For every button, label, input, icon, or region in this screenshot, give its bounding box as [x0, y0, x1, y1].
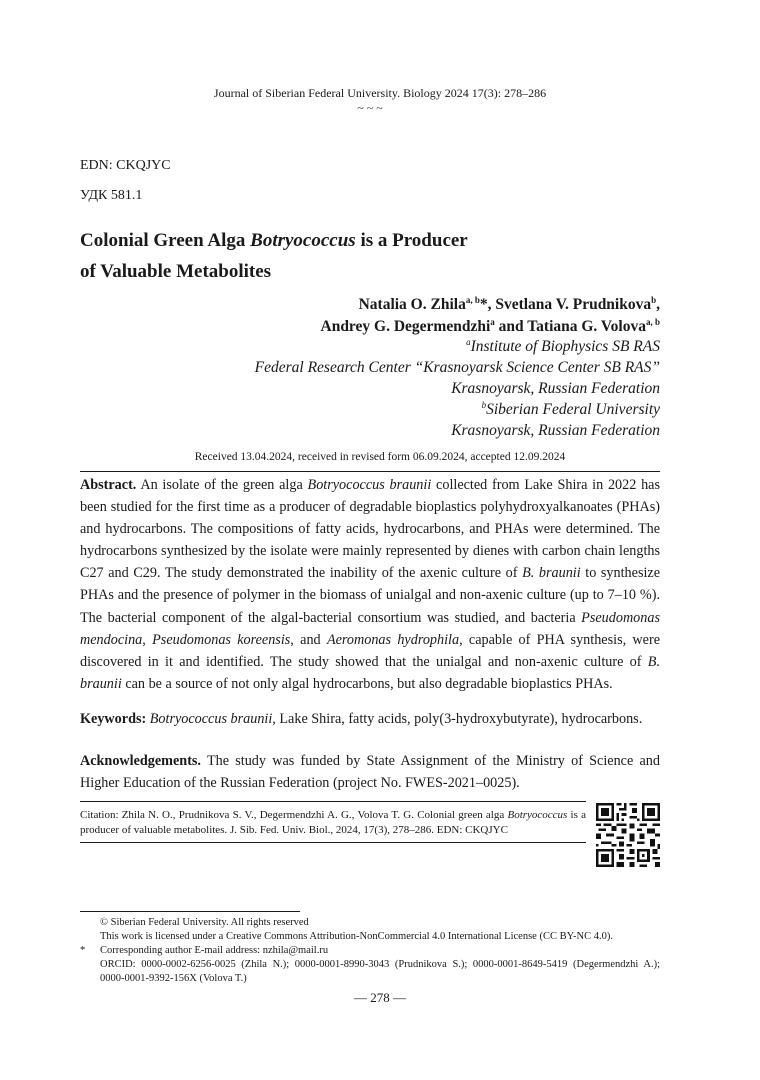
- abstract-italic-3: Pseudomonas mendocina: [80, 609, 660, 648]
- affiliations: [40, 336, 660, 441]
- keywords-italic: Botryococcus braunii: [149, 711, 273, 727]
- author-2-affil: b: [651, 294, 657, 305]
- affil-a-name: Institute of Biophysics SB RAS: [470, 338, 660, 355]
- abstract-text-1: An isolate of the green alga: [136, 477, 308, 493]
- abstract-top-rule: [80, 471, 660, 472]
- author-1-affil: a, b: [465, 294, 480, 305]
- author-3-affil: a: [490, 316, 495, 327]
- abstract-italic-6: B. braunii: [80, 653, 660, 692]
- footnote-orcid: ORCID: 0000-0002-6256-0025 (Zhila N.); 0000-0001-8990-3043 (Prudnikova S.); 0000-0001-8649-5419 (Degermendzhi A.); 0000-0001-9392-156X (Volova T.): [100, 959, 660, 984]
- received-dates: Received 13.04.2024, received in revised form 06.09.2024, accepted 12.09.2024: [194, 451, 566, 463]
- author-list: [40, 294, 660, 338]
- abstract-italic-4: Pseudomonas koreensis: [152, 631, 291, 648]
- udk-code: УДК 581.1: [80, 188, 143, 203]
- author-1-mark: *,: [479, 296, 496, 313]
- edn-code: EDN: CKQJYC: [80, 158, 171, 173]
- abstract-italic-2: B. braunii: [522, 565, 581, 582]
- author-2: Svetlana V. Prudnikova: [495, 296, 652, 313]
- title-line-2: of Valuable Metabolites: [80, 261, 272, 282]
- abstract-label: Abstract.: [80, 477, 137, 493]
- author-sep: ,: [656, 296, 660, 313]
- citation-bottom-rule: [80, 842, 586, 843]
- header-separator: ~ ~ ~: [357, 101, 383, 115]
- abstract-text-3: to synthesize PHAs and the presence of polymer in the biomass of unialgal and non-axenic culture (up to 7–10 %). The bacterial component of the algal-bacterial consortium was studied, and bacteria: [80, 565, 660, 626]
- author-1: Natalia O. Zhila: [358, 296, 466, 313]
- abstract-text-7: can be a source of not only algal hydrocarbons, but also degradable bioplastics PHAs.: [121, 675, 613, 692]
- acknowledgements: [80, 750, 660, 794]
- citation: [80, 808, 586, 838]
- keywords-text: , Lake Shira, fatty acids, poly(3-hydroxybutyrate), hydrocarbons.: [272, 711, 643, 727]
- affil-b-sup: b: [481, 399, 487, 410]
- abstract-italic-5: Aeromonas hydrophila: [326, 631, 460, 648]
- author-3: Andrey G. Degermendzhi: [320, 318, 491, 335]
- title-genus: Botryococcus: [250, 230, 356, 251]
- keywords-label: Keywords:: [80, 711, 147, 727]
- affil-a-center: Federal Research Center “Krasnoyarsk Science Center SB RAS”: [254, 359, 660, 376]
- author-and: and: [494, 318, 528, 335]
- footnote-star: *: [80, 945, 86, 956]
- title-part-2: is a Producer: [355, 230, 468, 251]
- journal-header: Journal of Siberian Federal University. Biology 2024 17(3): 278–286: [213, 86, 547, 100]
- footnote-license: This work is licensed under a Creative Commons Attribution-NonCommercial 4.0 International License (CC BY-NC 4.0).: [100, 931, 613, 942]
- title-part-1: Colonial Green Alga: [80, 230, 251, 251]
- qr-code-icon[interactable]: [596, 803, 660, 867]
- footnote-rule: [80, 911, 300, 912]
- affil-b-city: Krasnoyarsk, Russian Federation: [451, 422, 660, 439]
- citation-top-rule: [80, 801, 586, 802]
- author-4-affil: a, b: [645, 316, 660, 327]
- affil-b-name: Siberian Federal University: [486, 401, 660, 418]
- citation-italic: Botryococcus: [507, 809, 568, 821]
- abstract-text-2: collected from Lake Shira in 2022 has been studied for the first time as a producer of degradable bioplastics polyhydroxyalkanoates (PHAs) and hydrocarbons. The compositions of fatty acids, hydrocarbons, and PHAs were determined. The hydrocarbons synthesized by the isolate were mainly represented by dienes with carbon chain lengths C27 and C29. The study demonstrated the inability of the axenic culture of: [80, 477, 661, 582]
- abstract-text-5: , and: [290, 631, 327, 648]
- author-4: Tatiana G. Volova: [527, 318, 646, 335]
- abstract-italic-1: Botryococcus braunii: [307, 477, 432, 493]
- abstract: [80, 474, 660, 695]
- keywords: [80, 708, 660, 730]
- acknowledgements-label: Acknowledgements.: [80, 753, 201, 769]
- citation-text-2: is a producer of valuable metabolites. J. Sib. Fed. Univ. Biol., 2024, 17(3), 278–286. EDN: CKQJYC: [80, 809, 586, 836]
- citation-text-1: Citation: Zhila N. O., Prudnikova S. V., Degermendzhi A. G., Volova T. G. Colonial green alga: [80, 809, 508, 821]
- affil-a-sup: a: [466, 336, 471, 347]
- footnote-corresponding: Corresponding author E-mail address: nzhila@mail.ru: [100, 945, 329, 956]
- page-number: — 278 —: [354, 990, 406, 1005]
- abstract-text-6: , capable of PHA synthesis, were discovered in it and identified. The study showed that the unialgal and non-axenic culture of: [80, 631, 660, 670]
- abstract-text-4: ,: [142, 631, 153, 648]
- footnote-copyright: © Siberian Federal University. All rights reserved: [100, 917, 309, 928]
- affil-a-city: Krasnoyarsk, Russian Federation: [451, 380, 660, 397]
- article-title: [80, 225, 680, 287]
- acknowledgements-text: The study was funded by State Assignment of the Ministry of Science and Higher Education of the Russian Federation (project No. FWES-2021–0025).: [80, 753, 660, 791]
